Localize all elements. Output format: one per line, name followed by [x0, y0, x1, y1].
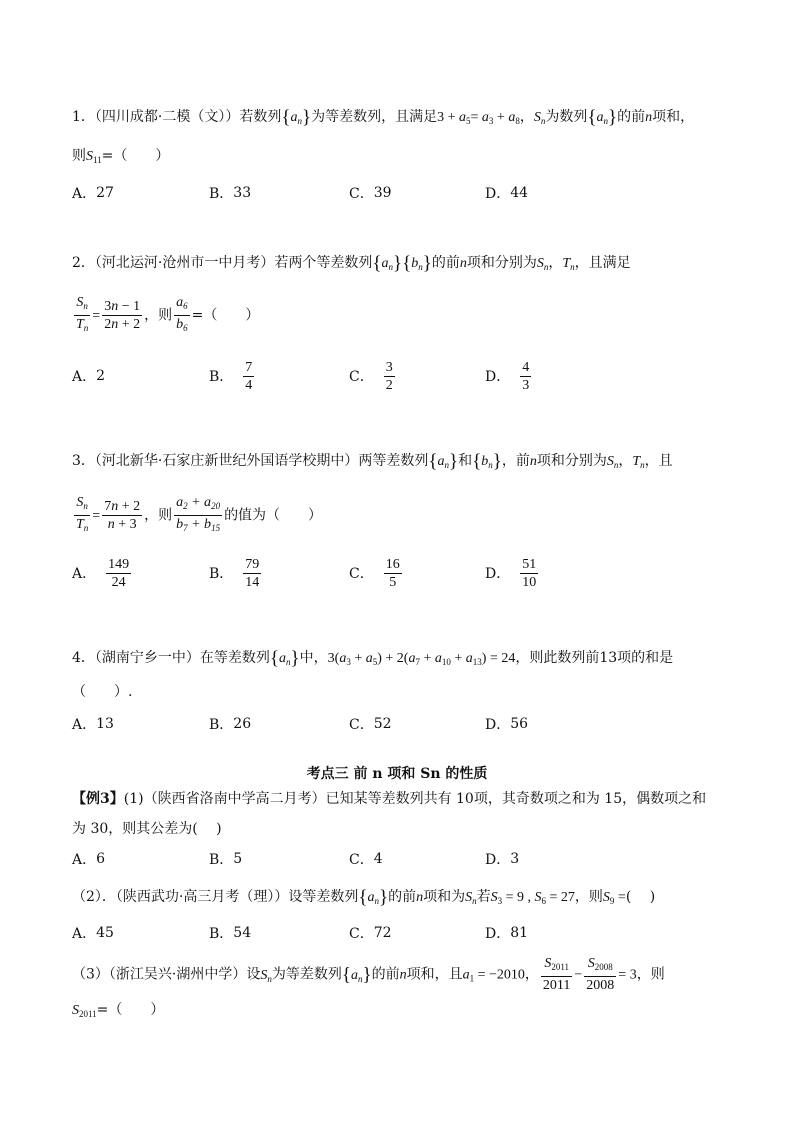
ex3-p1-option-c[interactable]: C． 4	[349, 851, 383, 868]
q3-stem-line1: 3．（河北新华·石家庄新世纪外国语学校期中）两等差数列$\{a_n\}$和$\{b_n\}$，前n项和分别为$S_n$，$T_n$，且	[72, 451, 673, 472]
q4-options	[72, 709, 592, 739]
q3-option-d[interactable]: D． $\frac{51}{10}$	[485, 556, 537, 590]
ex3-p2-option-b[interactable]: B． 54	[209, 925, 252, 942]
ex3-part3-line2: $S_{2011}=$（ ）	[72, 1002, 165, 1019]
q4-option-b[interactable]: B． 26	[209, 716, 252, 733]
q1-option-d[interactable]: D． 44	[485, 185, 529, 202]
ex3-part2-stem: （2）．（陕西武功·高三月考（理））设等差数列$\{a_n\}$的前n项和为$S_n$若$S_3 = 9$ , $S_6 = 27$，则$S_9$ =( )	[72, 887, 656, 908]
ex3-p2-option-a[interactable]: A． 45	[72, 925, 114, 942]
q1-options	[72, 178, 592, 208]
q4-option-a[interactable]: A． 13	[72, 716, 114, 733]
ex3-part3-stem: （3）（浙江吴兴·湖州中学）设$S_n$为等差数列$\{a_n\}$的前n项和，且$a_1 = -2010$， $\frac{S_{2011}}{2011}$ − $\frac{S_{2008}}{2008}$ = 3，则	[72, 956, 665, 993]
q1-option-b[interactable]: B． 33	[209, 185, 252, 202]
q4-option-c[interactable]: C． 52	[349, 716, 392, 733]
q1-stem-line1: 1．（四川成都·二模（文））若数列$\{a_n\}$为等差数列，且满足$3 + a_5= a_3 + a_8$，$S_n$为数列$\{a_n\}$的前n项和，	[72, 107, 695, 128]
ex3-p1-option-a[interactable]: A． 6	[72, 851, 106, 868]
ex3-p1-option-b[interactable]: B． 5	[209, 851, 243, 868]
q3-option-c[interactable]: C． $\frac{16}{5}$	[349, 556, 400, 590]
ex3-p2-option-c[interactable]: C． 72	[349, 925, 392, 942]
q2-option-a[interactable]: A． 2	[72, 368, 106, 385]
ex3-part1-options	[72, 844, 592, 874]
q2-option-b[interactable]: B． $\frac{7}{4}$	[209, 359, 253, 393]
q2-option-d[interactable]: D． $\frac{4}{3}$	[485, 359, 530, 393]
q2-stem-line2: $\frac{S_n}{T_n}$ = $\frac{3n - 1}{2n + 2}$ ，则 $\frac{a_6}{b_6}$ =（ ）	[76, 295, 260, 333]
q3-option-a[interactable]: A． $\frac{149}{24}$	[72, 556, 130, 590]
ex3-part2-options	[72, 918, 592, 948]
ex3-part1-line2: 为 30，则其公差为( )	[72, 821, 222, 837]
q4-stem-line1: 4．（湖南宁乡一中）在等差数列$\{a_n\}$中，$3(a_3 + a_5) + 2(a_7 + a_{10} + a_{13}) = 24$，则此数列前13项的和是	[72, 648, 674, 669]
q2-option-c[interactable]: C． $\frac{3}{2}$	[349, 359, 393, 393]
ex3-p2-option-d[interactable]: D． 81	[485, 925, 529, 942]
q4-option-d[interactable]: D． 56	[485, 716, 529, 733]
q1-stem-line2: 则$S_{11}=$（ ）	[72, 148, 170, 165]
q4-stem-line2: （ ）.	[72, 684, 133, 700]
q1-option-a[interactable]: A． 27	[72, 185, 114, 202]
q1-option-c[interactable]: C． 39	[349, 185, 392, 202]
q2-stem-line1: 2．（河北运河·沧州市一中月考）若两个等差数列$\{a_n\}\{b_n\}$的前n项和分别为$S_n$，$T_n$，且满足	[72, 253, 631, 274]
section-title: 考点三 前 n 项和 Sn 的性质	[306, 766, 488, 782]
q2-options	[72, 361, 592, 391]
ex3-p1-option-d[interactable]: D． 3	[485, 851, 520, 868]
q3-stem-line2: $\frac{S_n}{T_n}$ = $\frac{7n + 2}{n + 3}$ ，则 $\frac{a_2 + a_{20}}{b_7 + b_{15}}$ 的值为（ ）	[76, 495, 323, 533]
q3-option-b[interactable]: B． $\frac{79}{14}$	[209, 556, 260, 590]
q3-options	[72, 558, 592, 588]
ex3-part1-line1: 【例3】(1)（陕西省洛南中学高二月考）已知某等差数列共有 10项，其奇数项之和为 15，偶数项之和	[72, 791, 707, 807]
